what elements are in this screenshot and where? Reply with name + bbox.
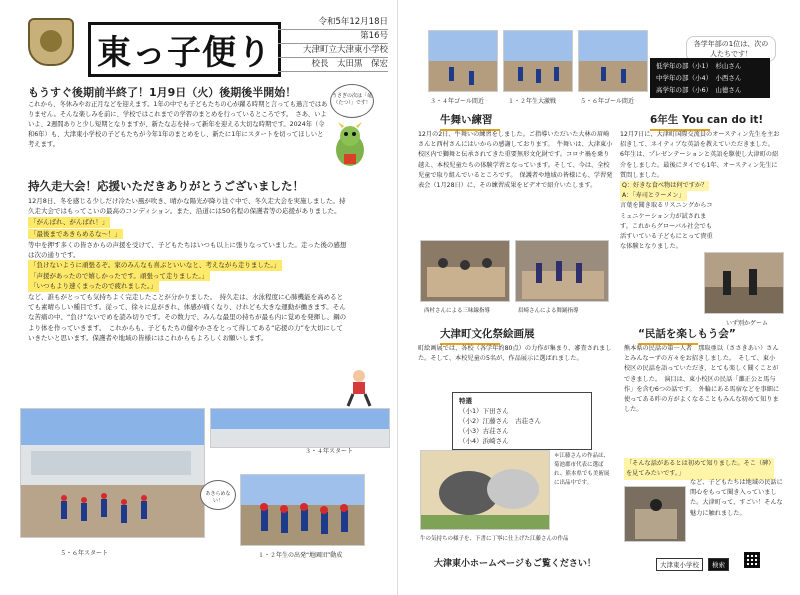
cheer-quote-1: 「がんばれ、がんばれ！」 xyxy=(30,218,109,227)
ranking-intro: 各学年部の1位は、次の人たちです！ xyxy=(686,36,776,62)
homepage-promo: 大津東小ホームページもご覧ください！ xyxy=(434,559,596,569)
caption-start-56: ５・６年スタート xyxy=(60,550,109,557)
winners-label: 特選 xyxy=(459,397,472,405)
art-side-note: ＊江藤さんの作品は、菊池郡市代表に選ばれ、熊本県でも美術展に出品中です。 xyxy=(554,453,610,486)
marathon-para-2: 等中を押す多くの皆さからの声援を受けて、子どもたちはいつも以上に張りなっていました。走った後の感想は次の通りです。 xyxy=(28,240,347,260)
section-title-6th-grade: 6年生 You can do it! xyxy=(650,112,763,131)
rank-row: 低学年の部（小1） 杉山さん xyxy=(656,62,742,70)
newsletter-title: 東っ子便り xyxy=(88,22,281,77)
caption-english: いず別かゲーム xyxy=(726,320,769,327)
caption-12: １・２年生の出発“地園団”動成 xyxy=(258,552,343,559)
left-page xyxy=(0,0,398,595)
photo-start-34 xyxy=(20,408,205,538)
caption-artwork: 牛の気持ちの様子を、下書に丁寧に仕上げた江藤さんの作品 xyxy=(420,536,569,542)
principal-name: 校長 太田黒 保宏 xyxy=(278,58,388,72)
masthead xyxy=(18,12,388,74)
photo-goal-56 xyxy=(578,30,648,92)
folk-body: 熊本県の民話の第一人者 那取亜以（ささきあい）さんとみんなーずの方々をお招きしました。 そして、東小校区の民話を語っていただき、とても楽しく聞くことができました。 演目は、東小校区の民話「灘正公と馬与作」を含む6つの話です。 外輪にある馬宿などを事細に使ってある昨の方がよくなることもみんな初めて知りました。 xyxy=(624,345,780,414)
artwork-photo xyxy=(420,450,550,530)
runner-quote-2: 「声援があったので嬉しかったです。頑張って走りました。」 xyxy=(30,271,209,280)
rank-row: 中学年の部（小4） 小西さん xyxy=(656,74,742,82)
headline-marathon: 持久走大会！応援いただきありがとうございました！ xyxy=(28,179,304,193)
winner-row: （小1）下田さん xyxy=(459,407,509,415)
qa-question: Q：好きな食べ物は何ですか？ xyxy=(620,181,709,191)
rank-row: 高学年の部（小6） 山德さん xyxy=(656,86,742,94)
term-body: これから、冬休みやお正月などを迎えます。1年の中でも子どもたちの心が躍る時期と言っても過言ではありません。そんな楽しみを前に、学校ではこれまでの学習のまとめを行っているところです。 さあ、いよいよ、2週間ありと少し短期となりますが、新たな志を持って新年を迎える大切な時期です。2024年（令和6年）も、大津東小学校の子どもたちが今年1年のまとめをし、新たに1年にスタートを切ってほしいと考えます。 xyxy=(28,101,328,148)
art-winners xyxy=(452,392,592,450)
caption-dance: 眉崎さんによる舞踊指導 xyxy=(518,308,579,314)
caption-start-34: ３・４年スタート xyxy=(305,448,354,455)
dragon-illustration-icon xyxy=(328,120,372,172)
ranking-box xyxy=(650,58,770,98)
art-body: 町絵画展では、各校（各学年約80点）の力作が集まり、審査されました。そして、本校児童の5名が、作品展示に選ばれました。 xyxy=(418,345,612,363)
search-button[interactable]: 検索 xyxy=(708,558,729,571)
caption-12-race: １・２年生大激戦 xyxy=(508,98,557,105)
photo-shamisen xyxy=(420,240,510,302)
caption-shamisen: 西村さんによる三味線指導 xyxy=(424,308,491,314)
section-title-ushimai: 牛舞い練習 xyxy=(440,112,500,131)
runner-quote-1: 「負けないように頑張るぞ。家のみんなも喜ぶといいなと、考えながら走りました。」 xyxy=(30,261,281,270)
issue-date: 令和5年12月18日 xyxy=(278,16,388,30)
marathon-body xyxy=(28,196,348,344)
folk-body-2: など、子どもたちは地域の民話に関心をもって聞き入っていました。大津町って、すごい！そんな魅力に触れました。 xyxy=(690,479,783,517)
marathon-para-1: 12月8日、冬を感じる少しだけ冷たい風が吹き、晴かな陽光が降り注ぐ中で、冬久走大会を実施しました。持久走大会ではもってこいの最高のコンディション。また、沿道には50名程の保護者等の応援がありました。 xyxy=(28,197,346,216)
qr-code-icon[interactable] xyxy=(744,552,760,568)
photo-folk xyxy=(624,486,686,542)
section-title-art: 大津町文化祭絵画展 xyxy=(440,326,535,345)
caption-goal-34: ３・４年ゴール間近 xyxy=(430,98,484,105)
folk-quote: 「そんな話があるとは初めて知りました。そこ（碑）を見てみたいです。」 xyxy=(624,458,774,480)
issue-number: 第16号 xyxy=(278,30,388,44)
photo-dance xyxy=(515,240,609,302)
photo-goal-34 xyxy=(428,30,498,92)
winner-row: （小3）古荘さん xyxy=(459,427,509,435)
section-title-folk: “民話を楽しもう会” xyxy=(638,326,736,345)
winner-row: （小4）浜崎さん xyxy=(459,437,509,445)
headline-term: もうすぐ後期前半終了！1月9日（火）後期後半開始！ xyxy=(28,86,297,99)
runner-quote-3: 「いつもより速くまったので疲れました。」 xyxy=(30,282,157,291)
winner-row: （小2）江藤さん 古荘さん xyxy=(459,417,542,425)
issue-info xyxy=(278,16,388,72)
encourage-bubble: あきらめない！ xyxy=(200,480,236,510)
qa-answer: A：「寿司とラーメン」 xyxy=(620,191,687,201)
photo-start-12 xyxy=(210,408,390,448)
dragon-speech-bubble: うさぎの次は「竜（たつ）」です！ xyxy=(330,84,374,118)
photo-12-runners xyxy=(240,474,365,546)
school-name: 大津町立大津東小学校 xyxy=(278,44,388,58)
marathon-para-3: など、誰もがとっても気持ちよく完走したことが分かりました。 持久走は、水泳程度に心肺機能を高めるとても素晴らしい種目です。従って、徐々に息がきれ、体感が痛くなり、けれども大きな運動が働きます。そんな苦痛の中、“負け”ないでめを読み切りです。その数力で、みんな最里の持ちが最も内に覚めを発揮し、鋼のより体を作っていきます。 これからも、子どもたちの健やかさをとって得してある“応援の力”を大切にしていきたいと思います。保護者や地域の皆様にはこれからもよろしくお願いします。 xyxy=(28,292,347,343)
photo-12-race xyxy=(503,30,573,92)
sixth-grade-body: 12月7日に、大津町国際交流員のオースティン先生を主お招きして、ネイティブな英語を教えていただきました。 6年生は、プレゼンテーションと英語を駆使し大津町の紹介をしました。最後にタイでも1年、オースティン先生に質問しました。 Q：好きな食べ物は何ですか？ A：「寿司とラーメン」 言葉を聞き取るリスニングからコミュニケーション力が試されます。これからグローバル社会でも活すいている子どもにとって貴重な体験となりました。 xyxy=(620,131,780,251)
runner-illustration-icon xyxy=(340,368,378,408)
photo-english-class xyxy=(704,252,784,314)
school-crest-icon xyxy=(28,18,74,66)
cheer-quote-2: 「最後まであきらめるな～！」 xyxy=(30,229,121,238)
search-keyword-tag[interactable]: 大津東小学校 xyxy=(656,558,703,571)
ushimai-body: 12月の2日、牛舞いの練習をしました。ご指導いただいた大林の眉崎さんと西村さんにはいからの感謝しております。 牛舞いは、大津東小校区内で獅舞と伝承されてきた重要無形文化財です。コロナ禍を乗り越え、本校児童たちの体験学習となっています。そして、今は、全校児童で取り組んでいるところです。 保護者や地域の皆様にも、学習発表会（1月28日）に、その練習成果をビデオで紹介いたします。 xyxy=(418,131,613,190)
caption-goal-56: ５・６年ゴール間近 xyxy=(580,98,634,105)
